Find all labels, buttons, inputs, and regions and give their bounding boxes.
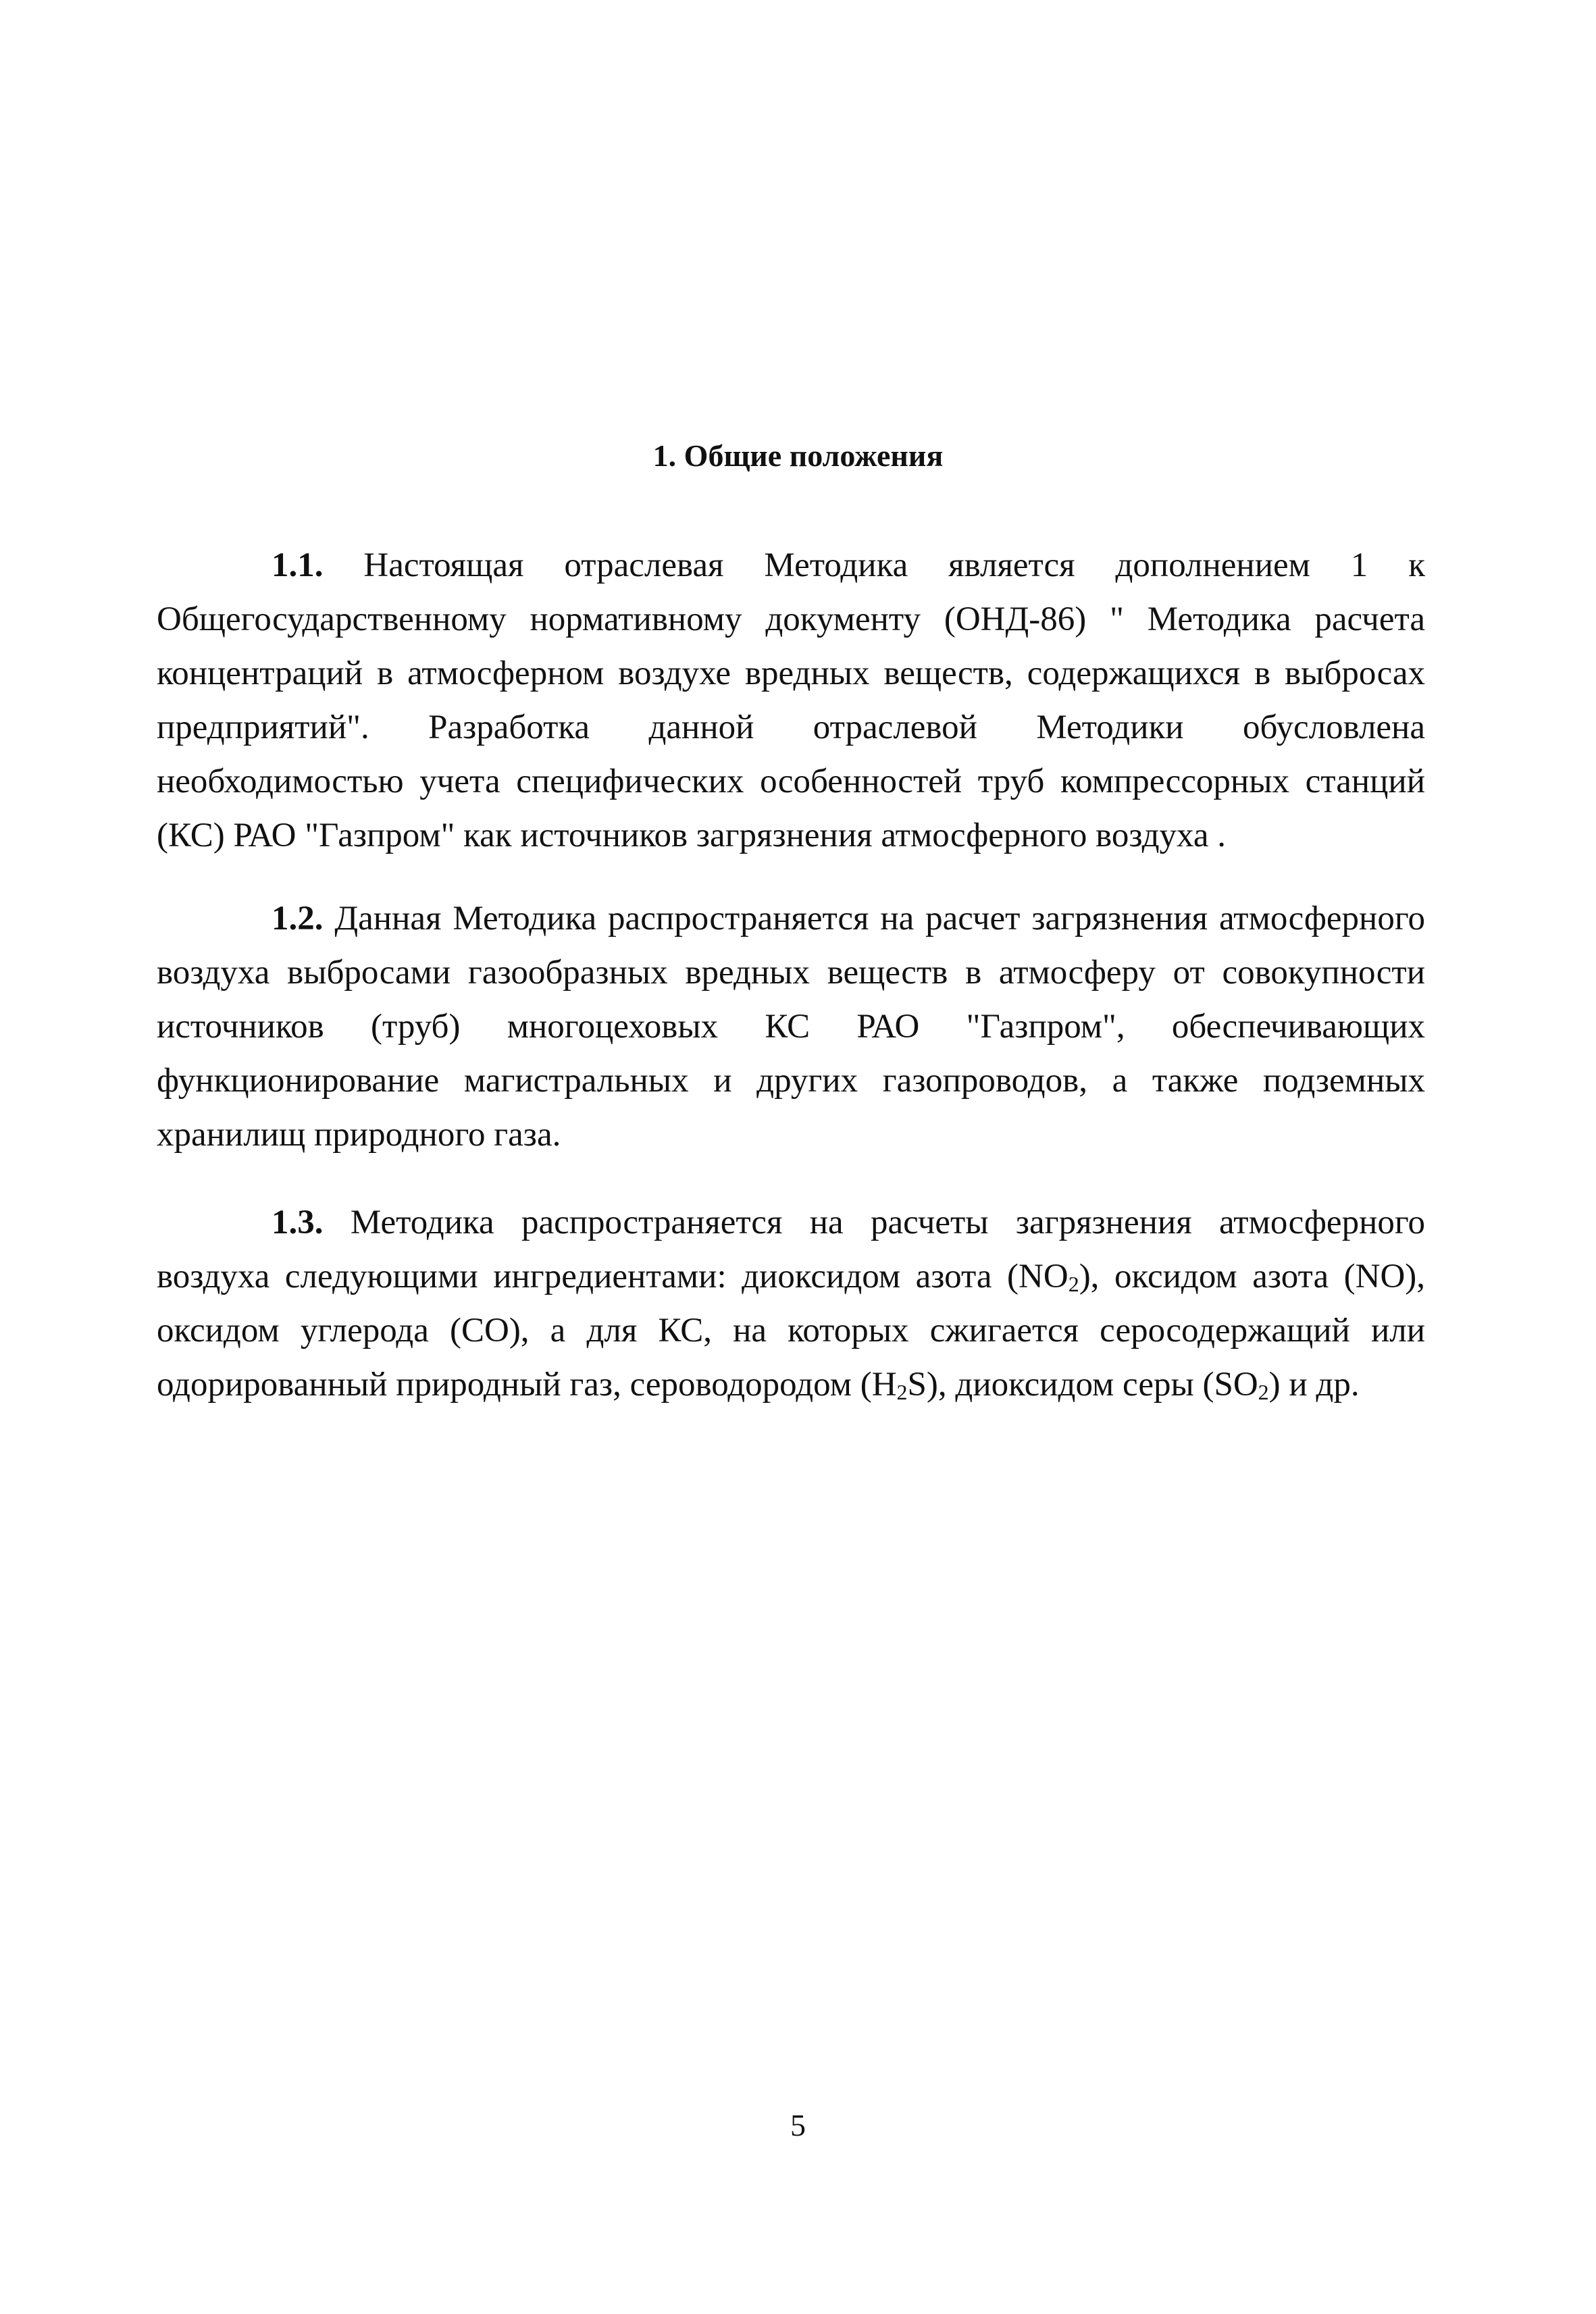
paragraph-number: 1.2. — [272, 900, 324, 937]
subscript: 2 — [1258, 1380, 1269, 1404]
subscript: 2 — [1068, 1272, 1079, 1296]
paragraph-text: S), диоксидом серы (SO — [907, 1366, 1258, 1404]
paragraph-1-3 — [157, 1195, 1425, 1412]
paragraph-text: Данная Методика распространяется на расчет загрязнения атмосферного воздуха выбросами газообразных вредных веществ в атмосферу от совокупности источников (труб) многоцеховых КС РАО "Газпром", обеспечивающих функционирование магистральных и других газопроводов, а также подземных хранилищ природного газа. — [157, 900, 1425, 1154]
paragraph-number: 1.1. — [272, 546, 324, 584]
paragraph-text: ) и др. — [1268, 1366, 1360, 1404]
section-title: 1. Общие положения — [652, 438, 944, 473]
paragraph-number: 1.3. — [272, 1204, 324, 1241]
paragraph-text: Настоящая отраслевая Методика является дополнением 1 к Общегосударственному нормативному документу (ОНД-86) " Методика расчета концентраций в атмосферном воздухе вредных веществ, содержащихся в выбросах предприятий". Разработка данной отраслевой Методики обусловлена необходимостью учета специфических особенностей труб компрессорных станций (КС) РАО "Газпром" как источников загрязнения атмосферного воздуха . — [157, 546, 1425, 854]
paragraph-1-1 — [157, 538, 1425, 863]
paragraph-text: Методика распространяется на расчеты загрязнения атмосферного воздуха следующими ингредиентами: диоксидом азота (NO — [157, 1204, 1426, 1295]
subscript: 2 — [896, 1380, 908, 1404]
page-number: 5 — [790, 2108, 806, 2142]
paragraph-text: ), оксидом азота (NO), оксидом углерода (CO), а для КС, на которых сжигается серосодержащий или одорированный природный газ, сероводородом (H — [157, 1258, 1426, 1404]
paragraph-1-2 — [157, 892, 1425, 1162]
